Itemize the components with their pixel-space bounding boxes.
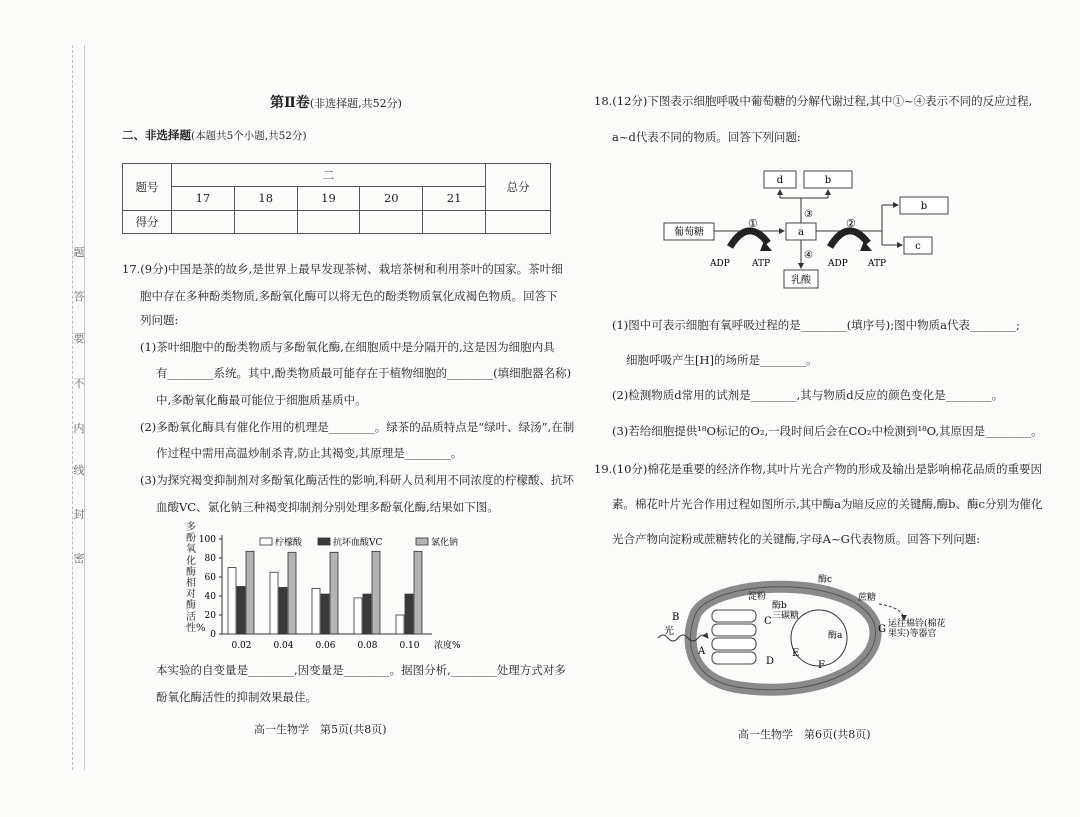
q18-line: 18.(12分)下图表示细胞呼吸中葡萄糖的分解代谢过程,其中①~④表示不同的反应过程,: [594, 94, 1033, 108]
step-3: ③: [804, 209, 813, 220]
chart-x-tick-label: 0.02: [231, 641, 252, 651]
label-A: A: [698, 646, 706, 657]
lactate-label: 乳酸: [791, 275, 811, 286]
chloroplast-diagram: [654, 568, 954, 708]
legend-label: 氯化钠: [431, 538, 459, 548]
right-footer: 高一生物学 第6页(共8页): [738, 728, 871, 741]
b-label-top: b: [824, 175, 832, 186]
binding-char: 题: [73, 246, 85, 259]
q17-line: (2)多酚氧化酶具有催化作用的机理是________。绿茶的品质特点是“绿叶、绿汤”,在制: [140, 420, 575, 434]
part-heading: [122, 128, 307, 143]
score-cell[interactable]: [360, 210, 423, 233]
chart-bar: [237, 587, 245, 635]
part-heading-sub: (本题共5个小题,共52分): [191, 130, 307, 142]
respiration-diagram: [660, 165, 950, 295]
chart-bar: [270, 572, 278, 634]
score-table-total: 总分: [486, 164, 551, 211]
legend-label: 抗坏血酸VC: [333, 538, 383, 548]
sucrose-label: 蔗糖: [858, 593, 877, 603]
chart-x-tick-label: 0.10: [399, 641, 420, 651]
enzyme-c-label: 酶c: [818, 575, 833, 585]
q17-line: 胞中存在多种酚类物质,多酚氧化酶可以将无色的酚类物质氧化成褐色物质。回答下: [140, 289, 558, 303]
binding-char: 要: [73, 332, 85, 345]
legend-swatch: [318, 538, 330, 545]
enzyme-a-label: 酶a: [828, 631, 843, 641]
label-D: D: [766, 656, 775, 667]
score-table: [122, 163, 551, 234]
score-table-group: 二: [172, 164, 486, 187]
score-table-number: 17: [172, 187, 235, 210]
score-table-row1-label: 题号: [123, 164, 172, 211]
score-table-number: 21: [423, 187, 486, 210]
chart-bar: [363, 594, 371, 634]
c-label: c: [915, 241, 921, 252]
legend-swatch: [260, 538, 272, 545]
b-label-right: b: [920, 201, 928, 212]
q17-line: (1)茶叶细胞中的酚类物质与多酚氧化酶,在细胞质中是分隔开的,这是因为细胞内具: [140, 340, 555, 354]
step-2: ②: [846, 217, 856, 230]
chart-bar: [321, 594, 329, 634]
chart-y-tick-label: 60: [204, 573, 216, 583]
transport-label: 运往棉铃(棉花: [888, 619, 946, 629]
score-table-number: 19: [297, 187, 360, 210]
atp-label-1: ATP: [752, 259, 771, 269]
chart-bar: [279, 587, 287, 634]
label-B: B: [672, 612, 680, 623]
score-table-number: 20: [360, 187, 423, 210]
score-cell[interactable]: [423, 210, 486, 233]
binding-char: 线: [73, 464, 85, 477]
binding-char: 内: [73, 422, 85, 435]
q19-line: 素。棉花叶片光合作用过程如图所示,其中酶a为暗反应的关键酶,酶b、酶c分别为催化: [612, 497, 1043, 511]
chart-y-tick-label: 100: [198, 535, 216, 545]
section-title-sub: (非选择题,共52分): [309, 97, 402, 110]
binding-char: 封: [73, 508, 85, 521]
chart-bar: [246, 551, 254, 634]
glucose-label: 葡萄糖: [674, 227, 704, 238]
q17-line: 作过程中需用高温炒制杀青,防止其褐变,其原理是________。: [156, 446, 463, 460]
chart-y-tick-label: 40: [204, 592, 216, 602]
q17-line: 中,多酚氧化酶最可能位于细胞质基质中。: [156, 393, 367, 407]
enzyme-b-label: 酶b: [772, 601, 787, 611]
score-cell[interactable]: [297, 210, 360, 233]
q18-line: a~d代表不同的物质。回答下列问题:: [612, 130, 801, 144]
chart-bar: [288, 552, 296, 634]
enzyme-activity-chart: [196, 530, 496, 655]
chart-y-tick-label: 80: [204, 554, 216, 564]
chart-bar: [312, 588, 320, 634]
part-heading-main: 二、非选择题: [122, 128, 191, 142]
q17-line: (3)为探究褐变抑制剂对多酚氧化酶活性的影响,科研人员利用不同浓度的柠檬酸、抗坏: [140, 473, 574, 487]
q18-question: 细胞呼吸产生[H]的场所是________。: [626, 353, 818, 367]
chart-ylabel: 多酚氧化酶相对酶活性%: [186, 522, 206, 634]
chart-bar: [414, 551, 422, 634]
section-title-main: 第Ⅱ卷: [270, 95, 310, 111]
binding-line: [84, 45, 85, 770]
binding-char: 答: [73, 290, 85, 303]
score-table-row2-label: 得分: [123, 210, 172, 233]
chart-bar: [228, 568, 236, 635]
label-E: E: [792, 648, 800, 659]
q17-line: 17.(9分)中国是茶的故乡,是世界上最早发现茶树、栽培茶树和利用茶叶的国家。茶叶细: [122, 262, 563, 276]
q17-after-line: 本实验的自变量是________,因变量是________。据图分析,________处理方式对多: [156, 663, 566, 677]
legend-label: 柠檬酸: [275, 538, 303, 548]
chart-x-tick-label: 0.08: [357, 641, 378, 651]
score-cell[interactable]: [234, 210, 297, 233]
transport-label-2: 果实)等器官: [888, 629, 937, 639]
adp-label-2: ADP: [828, 259, 848, 269]
label-F: F: [818, 660, 825, 671]
chart-bar: [396, 615, 404, 634]
adp-label-1: ADP: [710, 259, 730, 269]
binding-char: 密: [73, 552, 85, 565]
q17-line: 列问题:: [140, 313, 179, 327]
chart-bar: [372, 551, 380, 634]
label-G: G: [878, 624, 886, 635]
d-label: d: [776, 175, 784, 186]
chart-bar: [330, 552, 338, 634]
left-footer: 高一生物学 第5页(共8页): [254, 723, 387, 736]
chart-bar: [354, 598, 362, 634]
label-C: C: [764, 616, 772, 627]
score-table-number: 18: [234, 187, 297, 210]
q18-question: (3)若给细胞提供¹⁸O标记的O₂,一段时间后会在CO₂中检测到¹⁸O,其原因是________。: [612, 424, 1043, 438]
q18-question: (2)检测物质d常用的试剂是________,其与物质d反应的颜色变化是________。: [612, 388, 1004, 402]
step-4: ④: [804, 250, 813, 261]
binding-dashed-line: [72, 45, 73, 770]
score-cell-total[interactable]: [486, 210, 551, 233]
q17-line: 有________系统。其中,酚类物质最可能存在于植物细胞的________(填细胞器名称): [156, 366, 572, 380]
q17-after-line: 酚氧化酶活性的抑制效果最佳。: [156, 690, 317, 704]
binding-char: 不: [73, 377, 85, 390]
a-label: a: [798, 227, 804, 238]
step-1: ①: [748, 217, 758, 230]
chart-bar: [405, 594, 413, 634]
triose-label: 三碳糖: [772, 611, 800, 621]
score-cell[interactable]: [172, 210, 235, 233]
q19-line: 19.(10分)棉花是重要的经济作物,其叶片光合产物的形成及输出是影响棉花品质的重要因: [594, 462, 1043, 476]
q19-line: 光合产物向淀粉或蔗糖转化的关键酶,字母A~G代表物质。回答下列问题:: [612, 532, 981, 546]
chart-y-tick-label: 0: [210, 630, 216, 640]
chart-xlabel: 浓度%: [434, 641, 461, 651]
light-label: 光: [664, 626, 674, 637]
section-title: [270, 92, 402, 112]
atp-label-2: ATP: [868, 259, 887, 269]
chart-x-tick-label: 0.04: [273, 641, 294, 651]
legend-swatch: [416, 538, 428, 545]
starch-label: 淀粉: [748, 592, 767, 602]
chart-x-tick-label: 0.06: [315, 641, 336, 651]
thylakoid-stack: [712, 610, 756, 664]
q17-line: 血酸VC、氯化钠三种褐变抑制剂分别处理多酚氧化酶,结果如下图。: [156, 500, 499, 514]
q18-question: (1)图中可表示细胞有氧呼吸过程的是________(填序号);图中物质a代表________;: [612, 318, 1020, 332]
chart-y-tick-label: 20: [204, 611, 216, 621]
